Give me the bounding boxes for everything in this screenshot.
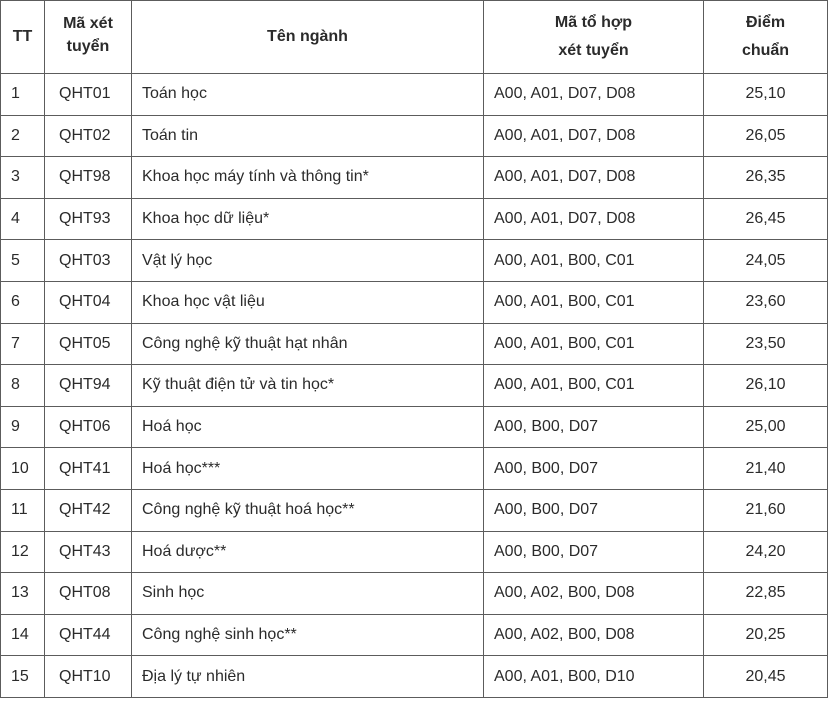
table-row	[1, 656, 828, 698]
header-code	[45, 1, 132, 74]
cell-combo: A00, A01, B00, D10	[484, 656, 704, 698]
cell-combo: A00, A01, B00, C01	[484, 323, 704, 365]
cell-combo: A00, B00, D07	[484, 531, 704, 573]
cell-code: QHT98	[45, 157, 132, 199]
cell-combo: A00, B00, D07	[484, 406, 704, 448]
cell-combo: A00, B00, D07	[484, 489, 704, 531]
cell-name: Công nghệ kỹ thuật hạt nhân	[132, 323, 484, 365]
cell-combo: A00, A01, B00, C01	[484, 240, 704, 282]
cell-code: QHT42	[45, 489, 132, 531]
table-row	[1, 240, 828, 282]
cell-name: Hoá học***	[132, 448, 484, 490]
table-row	[1, 74, 828, 116]
table-body	[1, 74, 828, 698]
header-name: Tên ngành	[132, 1, 484, 74]
cell-combo: A00, A02, B00, D08	[484, 573, 704, 615]
cell-name: Công nghệ sinh học**	[132, 614, 484, 656]
cell-score: 26,05	[704, 115, 828, 157]
table-header	[1, 1, 828, 74]
cell-tt: 2	[1, 115, 45, 157]
cell-score: 26,45	[704, 198, 828, 240]
cell-combo: A00, A01, D07, D08	[484, 115, 704, 157]
cell-score: 24,20	[704, 531, 828, 573]
table-row	[1, 406, 828, 448]
cell-code: QHT08	[45, 573, 132, 615]
header-code-line1: Mã xét	[63, 15, 113, 32]
cell-name: Vật lý học	[132, 240, 484, 282]
cell-score: 22,85	[704, 573, 828, 615]
cell-name: Kỹ thuật điện tử và tin học*	[132, 365, 484, 407]
table-row	[1, 281, 828, 323]
cell-tt: 9	[1, 406, 45, 448]
cell-name: Khoa học máy tính và thông tin*	[132, 157, 484, 199]
cell-name: Sinh học	[132, 573, 484, 615]
table-row	[1, 198, 828, 240]
cell-tt: 13	[1, 573, 45, 615]
header-combo-line2: xét tuyển	[558, 42, 629, 59]
cell-combo: A00, A01, D07, D08	[484, 157, 704, 199]
cell-combo: A00, A01, B00, C01	[484, 365, 704, 407]
cell-code: QHT03	[45, 240, 132, 282]
header-combo	[484, 1, 704, 74]
table-row	[1, 531, 828, 573]
cell-score: 20,25	[704, 614, 828, 656]
cell-score: 21,40	[704, 448, 828, 490]
cell-score: 21,60	[704, 489, 828, 531]
cell-tt: 10	[1, 448, 45, 490]
cell-code: QHT43	[45, 531, 132, 573]
cell-score: 25,10	[704, 74, 828, 116]
cell-combo: A00, A01, D07, D08	[484, 74, 704, 116]
table-row	[1, 323, 828, 365]
table-row	[1, 614, 828, 656]
header-row	[1, 1, 828, 74]
table-row	[1, 157, 828, 199]
cell-tt: 1	[1, 74, 45, 116]
cell-combo: A00, A01, D07, D08	[484, 198, 704, 240]
cell-score: 23,50	[704, 323, 828, 365]
header-score-line2: chuẩn	[741, 42, 790, 59]
cell-tt: 6	[1, 281, 45, 323]
cell-combo: A00, A01, B00, C01	[484, 281, 704, 323]
cell-code: QHT10	[45, 656, 132, 698]
cell-code: QHT44	[45, 614, 132, 656]
cell-name: Hoá học	[132, 406, 484, 448]
cell-name: Khoa học dữ liệu*	[132, 198, 484, 240]
cell-tt: 7	[1, 323, 45, 365]
table-row	[1, 365, 828, 407]
cell-name: Khoa học vật liệu	[132, 281, 484, 323]
header-tt: TT	[1, 1, 45, 74]
cell-name: Công nghệ kỹ thuật hoá học**	[132, 489, 484, 531]
cell-tt: 5	[1, 240, 45, 282]
cell-code: QHT01	[45, 74, 132, 116]
cell-code: QHT41	[45, 448, 132, 490]
cell-code: QHT05	[45, 323, 132, 365]
cell-tt: 8	[1, 365, 45, 407]
cell-code: QHT06	[45, 406, 132, 448]
cell-code: QHT93	[45, 198, 132, 240]
table-row	[1, 115, 828, 157]
cell-combo: A00, A02, B00, D08	[484, 614, 704, 656]
cell-tt: 4	[1, 198, 45, 240]
table-row	[1, 489, 828, 531]
cell-score: 26,10	[704, 365, 828, 407]
cell-tt: 3	[1, 157, 45, 199]
cell-code: QHT04	[45, 281, 132, 323]
cell-code: QHT94	[45, 365, 132, 407]
header-combo-line1: Mã tổ hợp	[554, 14, 633, 31]
header-score-line1: Điểm	[745, 14, 786, 31]
cell-score: 23,60	[704, 281, 828, 323]
cell-tt: 11	[1, 489, 45, 531]
cell-tt: 12	[1, 531, 45, 573]
cell-tt: 14	[1, 614, 45, 656]
header-code-line2: tuyển	[66, 38, 110, 55]
cell-combo: A00, B00, D07	[484, 448, 704, 490]
cell-score: 24,05	[704, 240, 828, 282]
header-score	[704, 1, 828, 74]
table-row	[1, 448, 828, 490]
table-row	[1, 573, 828, 615]
cell-name: Địa lý tự nhiên	[132, 656, 484, 698]
cell-name: Toán tin	[132, 115, 484, 157]
cell-score: 25,00	[704, 406, 828, 448]
cell-name: Hoá dược**	[132, 531, 484, 573]
cell-name: Toán học	[132, 74, 484, 116]
cell-tt: 15	[1, 656, 45, 698]
cell-score: 20,45	[704, 656, 828, 698]
cell-code: QHT02	[45, 115, 132, 157]
cell-score: 26,35	[704, 157, 828, 199]
